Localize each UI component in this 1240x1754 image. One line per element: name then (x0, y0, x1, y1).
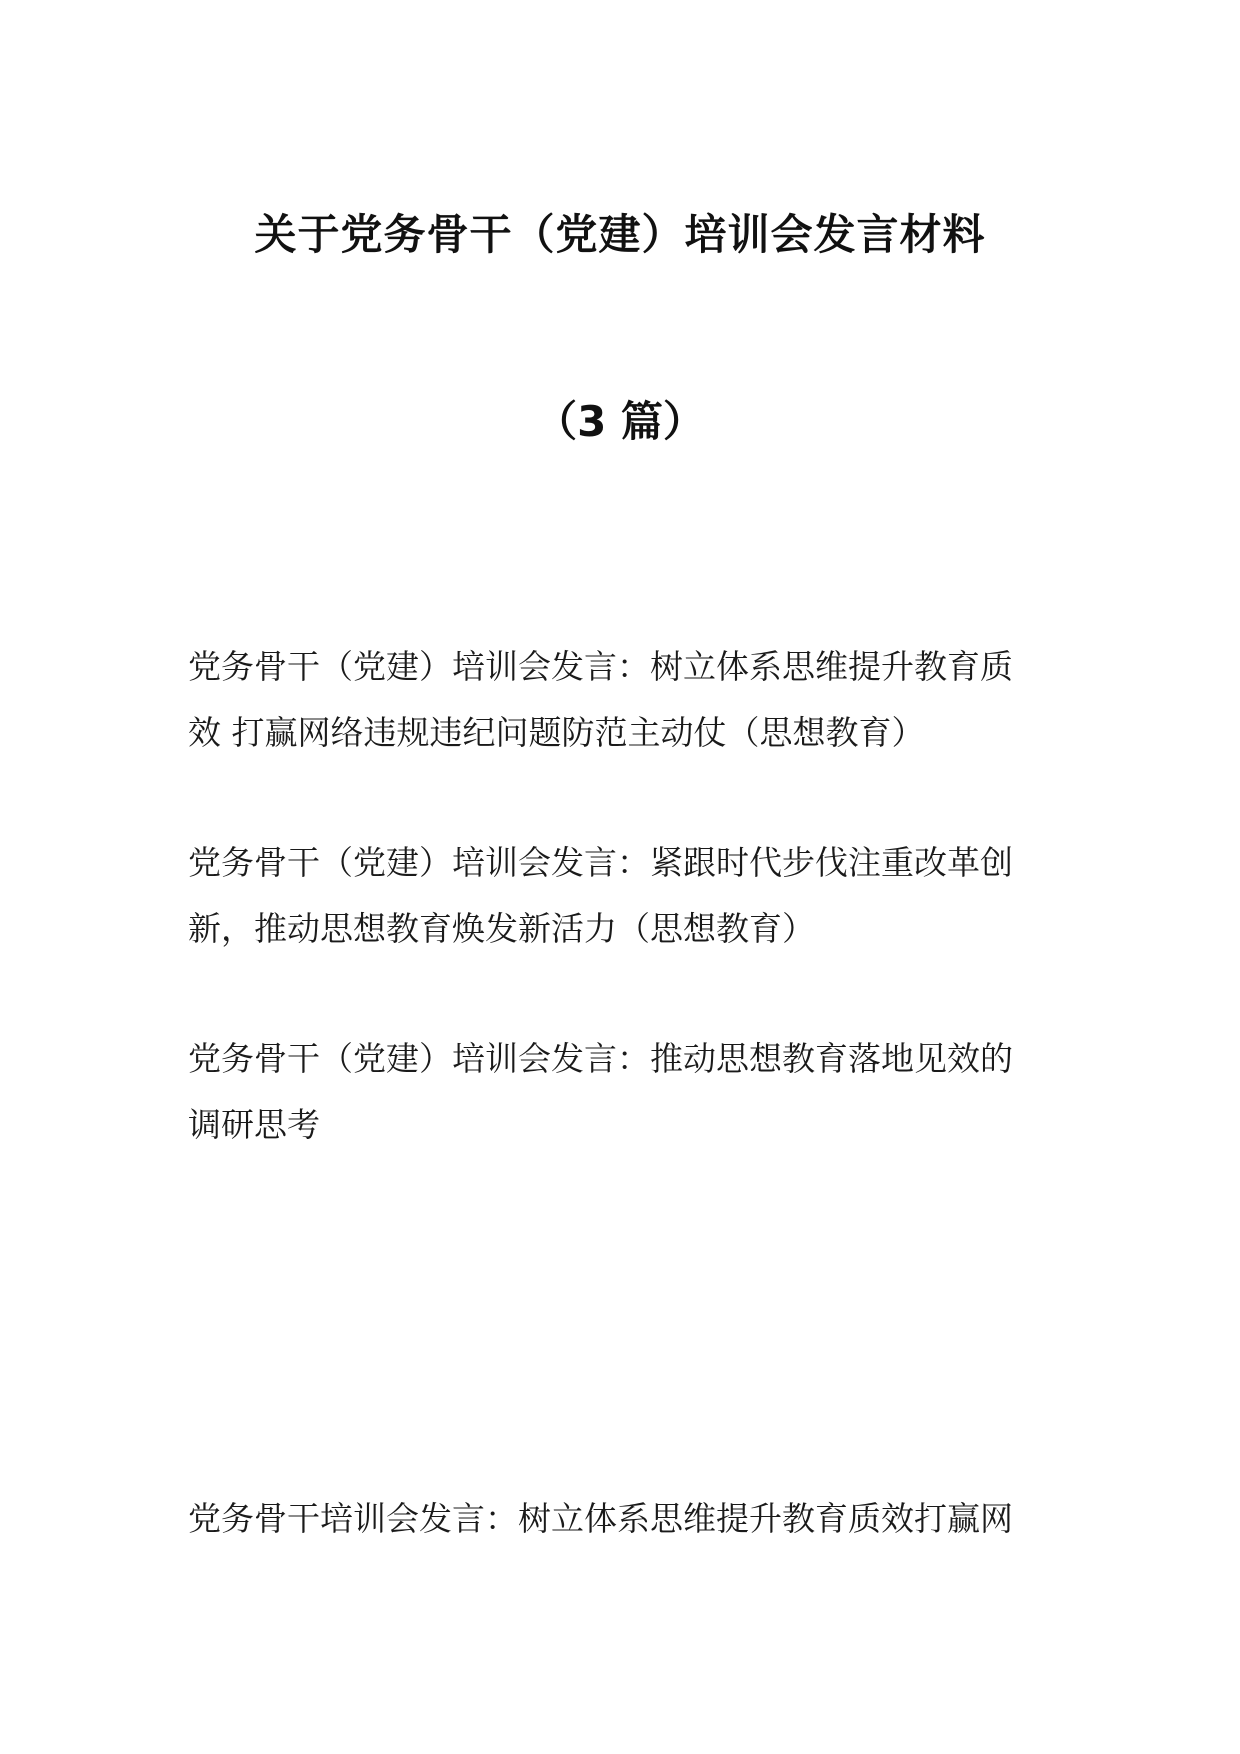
first-section-heading: 党务骨干培训会发言：树立体系思维提升教育质效打赢网 (188, 1499, 1013, 1538)
document-subtitle: （3 篇） (535, 397, 705, 446)
toc-item-line: 新，推动思想教育焕发新活力（思想教育） (188, 909, 815, 948)
toc-item-line: 党务骨干（党建）培训会发言：紧跟时代步伐注重改革创 (188, 843, 1013, 882)
toc-item (188, 634, 1058, 766)
toc-item (188, 830, 1058, 962)
toc-item-line: 党务骨干（党建）培训会发言：树立体系思维提升教育质 (188, 647, 1013, 686)
toc-item-line: 效 打赢网络违规违纪问题防范主动仗（思想教育） (188, 713, 925, 752)
toc-item-line: 党务骨干（党建）培训会发言：推动思想教育落地见效的 (188, 1039, 1013, 1078)
document-title: 关于党务骨干（党建）培训会发言材料 (254, 210, 986, 259)
toc-item-line: 调研思考 (188, 1105, 320, 1144)
toc-item (188, 1026, 1058, 1158)
